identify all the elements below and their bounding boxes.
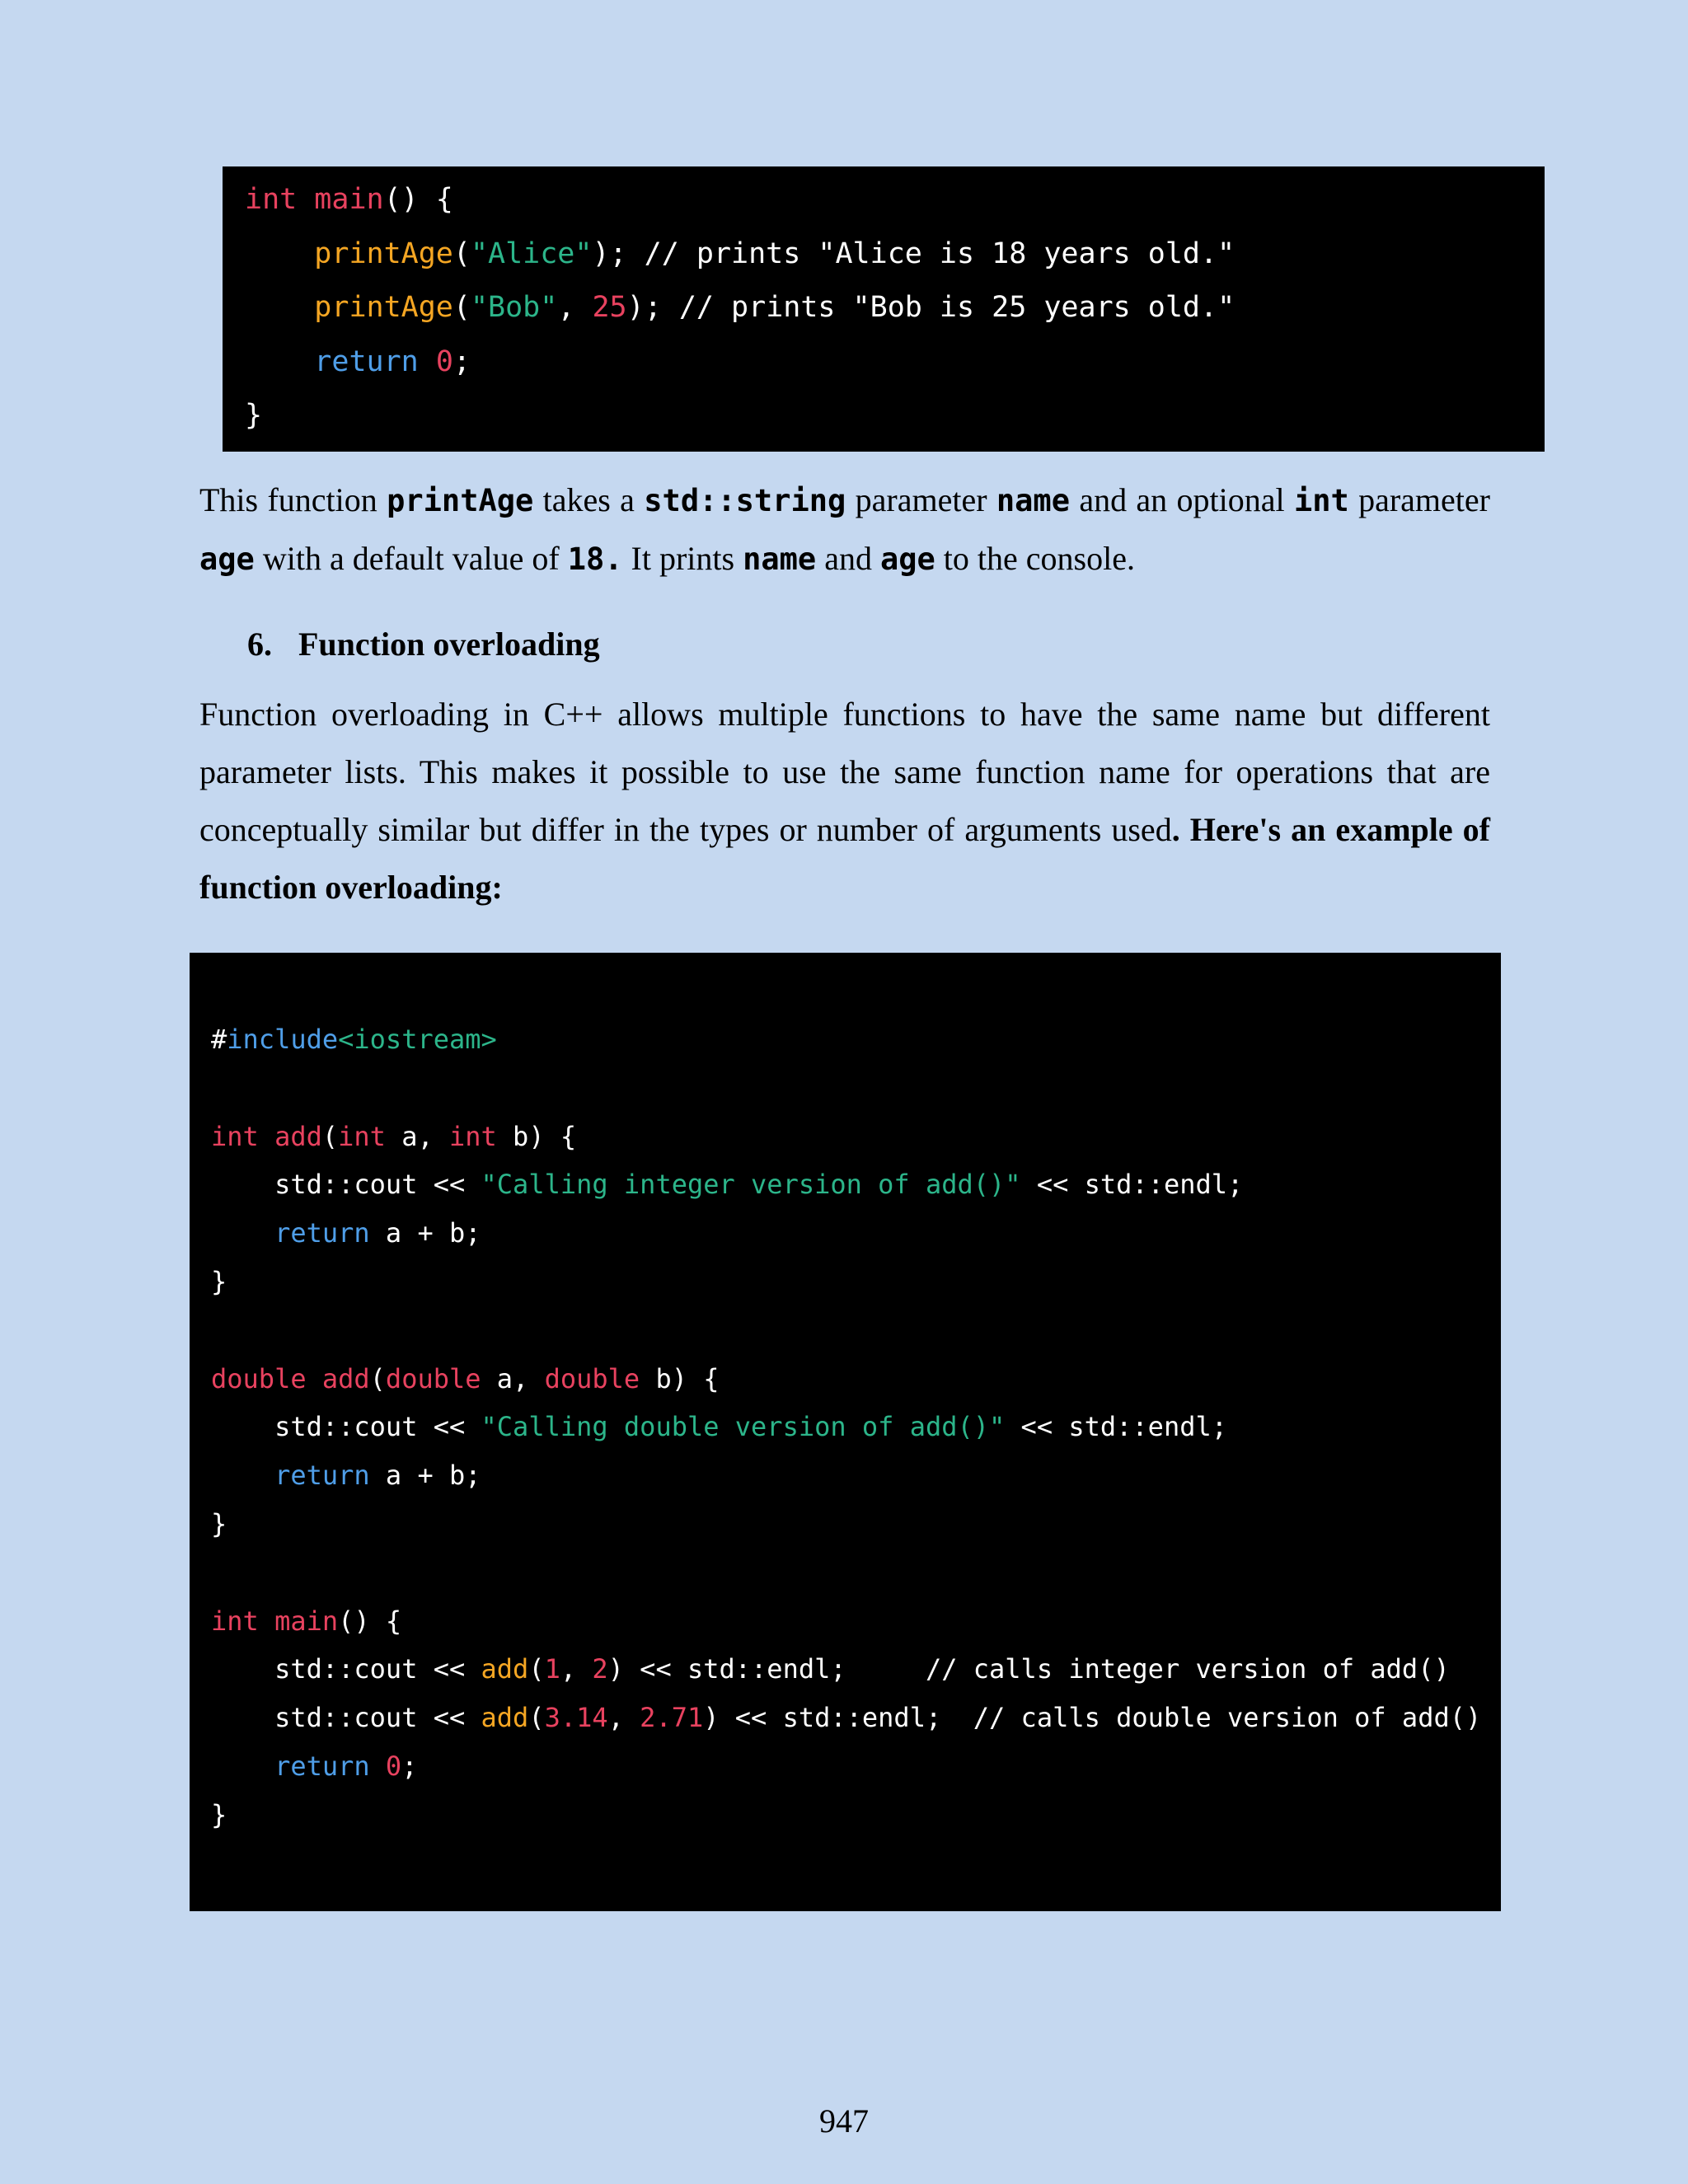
inline-code: age	[199, 541, 255, 577]
code-token: (	[528, 1702, 545, 1734]
section-heading	[247, 616, 600, 673]
code-token: return	[274, 1460, 370, 1492]
code-line	[211, 1742, 1501, 1791]
code-token: ); // prints "Alice is 18 years old."	[592, 237, 1236, 270]
code-line	[211, 1355, 1501, 1404]
code-token: int	[211, 1120, 259, 1152]
code-token: 0	[385, 1750, 402, 1782]
code-token: return	[274, 1750, 370, 1782]
code-indent	[245, 345, 314, 378]
code-indent	[211, 1702, 274, 1733]
text-run: This function	[199, 481, 387, 518]
code-token: 3.14	[544, 1702, 608, 1734]
code-line	[211, 1160, 1501, 1209]
code-indent	[245, 237, 314, 270]
code-token	[297, 183, 314, 216]
code-line	[211, 1500, 1501, 1549]
code-token: "Bob"	[470, 291, 558, 324]
text-run: parameter	[846, 481, 996, 518]
code-token: int	[211, 1605, 259, 1637]
text-run: parameter	[1348, 481, 1490, 518]
code-token: }	[245, 399, 263, 432]
code-token: a + b;	[369, 1460, 481, 1492]
code-token	[419, 345, 436, 378]
code-token: 2	[592, 1653, 608, 1685]
code-block-print-age-main	[223, 166, 1545, 452]
code-token: "Calling integer version of add()"	[481, 1169, 1021, 1201]
code-token: 0	[435, 344, 453, 378]
code-token: include	[227, 1024, 339, 1055]
code-token: ,	[560, 1653, 593, 1685]
code-token: b) {	[496, 1120, 577, 1152]
code-line	[211, 1597, 1501, 1646]
code-indent	[211, 1750, 274, 1782]
code-line	[211, 1403, 1501, 1451]
code-indent	[211, 1217, 274, 1249]
code-token: #	[211, 1024, 227, 1055]
code-token: (	[452, 291, 471, 324]
code-token: }	[211, 1265, 227, 1297]
code-token: double	[211, 1362, 307, 1394]
code-token: int	[338, 1120, 386, 1152]
code-token: printAge	[314, 291, 453, 324]
code-token: std::cout <<	[274, 1653, 481, 1685]
code-indent	[211, 1411, 274, 1442]
code-token: ) << std::endl; // calls double version of add()	[703, 1702, 1482, 1734]
code-line	[211, 1209, 1501, 1258]
text-run: Function overloading in C++ allows multiple functions to have the same name but different parameter lists. This makes it possible to use the same function name for operations that are conceptually similar but differ in the types or number of arguments used	[199, 696, 1490, 848]
code-token: double	[385, 1362, 481, 1394]
text-run: with a default value of	[254, 540, 568, 577]
paragraph-function-overloading	[199, 686, 1490, 916]
code-token: ) << std::endl; // calls integer version of add()	[607, 1653, 1450, 1685]
code-line	[211, 1451, 1501, 1500]
code-line	[245, 227, 1545, 282]
code-token	[307, 1363, 322, 1394]
code-line	[211, 1015, 1501, 1064]
code-token: return	[274, 1217, 370, 1249]
code-indent	[211, 1169, 274, 1200]
text-run: to the console.	[935, 540, 1135, 577]
paragraph-print-age-description	[199, 471, 1490, 588]
code-token: ;	[401, 1750, 418, 1782]
code-token: std::cout <<	[274, 1702, 481, 1734]
code-token: << std::endl;	[1005, 1411, 1227, 1443]
code-token: add	[321, 1362, 370, 1394]
inline-code: name	[743, 541, 817, 577]
code-line-blank	[211, 1064, 1501, 1113]
section-title: Function overloading	[298, 626, 600, 663]
code-token: 2.71	[640, 1702, 704, 1734]
code-token: add	[274, 1120, 322, 1152]
section-number: 6.	[247, 626, 272, 663]
code-token: ;	[452, 344, 471, 378]
code-line	[245, 281, 1545, 335]
code-token: std::cout <<	[274, 1411, 481, 1443]
code-token: a + b;	[369, 1217, 481, 1249]
code-line-blank	[211, 1306, 1501, 1355]
code-token: 25	[592, 291, 627, 324]
code-token: (	[369, 1362, 386, 1394]
code-token: int	[448, 1120, 497, 1152]
inline-code: int	[1293, 483, 1349, 518]
code-token: ,	[557, 291, 593, 324]
code-block-overloading-example	[190, 953, 1501, 1911]
code-token: printAge	[314, 237, 453, 270]
code-token: "Alice"	[470, 237, 593, 270]
code-token: 1	[544, 1653, 560, 1685]
code-token: return	[314, 344, 419, 378]
code-token: std::cout <<	[274, 1169, 481, 1201]
code-indent	[211, 1460, 274, 1491]
code-token	[259, 1605, 274, 1637]
text-run: and	[816, 540, 880, 577]
code-token: b) {	[640, 1362, 720, 1394]
inline-code: name	[996, 483, 1070, 518]
inline-code: 18.	[567, 541, 623, 577]
code-line	[211, 1258, 1501, 1306]
code-line	[211, 1791, 1501, 1840]
code-token: (	[528, 1653, 545, 1685]
code-token: }	[211, 1507, 227, 1540]
code-token: <iostream>	[338, 1024, 497, 1055]
code-token: () {	[383, 183, 453, 216]
code-indent	[211, 1653, 274, 1685]
inline-code: std::string	[644, 483, 846, 518]
page-number: 947	[819, 2102, 869, 2139]
code-token: (	[452, 237, 471, 270]
code-line	[211, 1645, 1501, 1694]
code-token: a,	[481, 1362, 545, 1394]
code-token: }	[211, 1798, 227, 1830]
code-token: (	[321, 1120, 339, 1152]
code-line-blank	[211, 1549, 1501, 1597]
inline-code: printAge	[387, 483, 534, 518]
text-run: and an optional	[1069, 481, 1294, 518]
code-token: add	[481, 1702, 529, 1734]
code-line	[245, 173, 1545, 227]
text-run: takes a	[533, 481, 645, 518]
code-line	[245, 335, 1545, 390]
code-token: int	[245, 183, 298, 216]
code-token: add	[481, 1653, 529, 1685]
code-token: () {	[338, 1605, 402, 1637]
code-line	[245, 389, 1545, 443]
code-token: << std::endl;	[1020, 1169, 1244, 1201]
text-run: It prints	[622, 540, 743, 577]
bold-text-run: . Here's an example of function overloading:	[199, 811, 1490, 906]
code-token	[370, 1750, 386, 1782]
code-line	[211, 1113, 1501, 1161]
code-line	[211, 1694, 1501, 1742]
code-token: ); // prints "Bob is 25 years old."	[626, 291, 1236, 324]
code-token: double	[544, 1362, 640, 1394]
code-indent	[245, 291, 314, 324]
code-token: a,	[385, 1120, 449, 1152]
code-token: main	[274, 1605, 339, 1637]
inline-code: age	[879, 541, 935, 577]
code-token: main	[314, 183, 384, 216]
code-token	[259, 1121, 274, 1152]
code-token: "Calling double version of add()"	[481, 1411, 1006, 1443]
code-token: ,	[607, 1702, 640, 1734]
